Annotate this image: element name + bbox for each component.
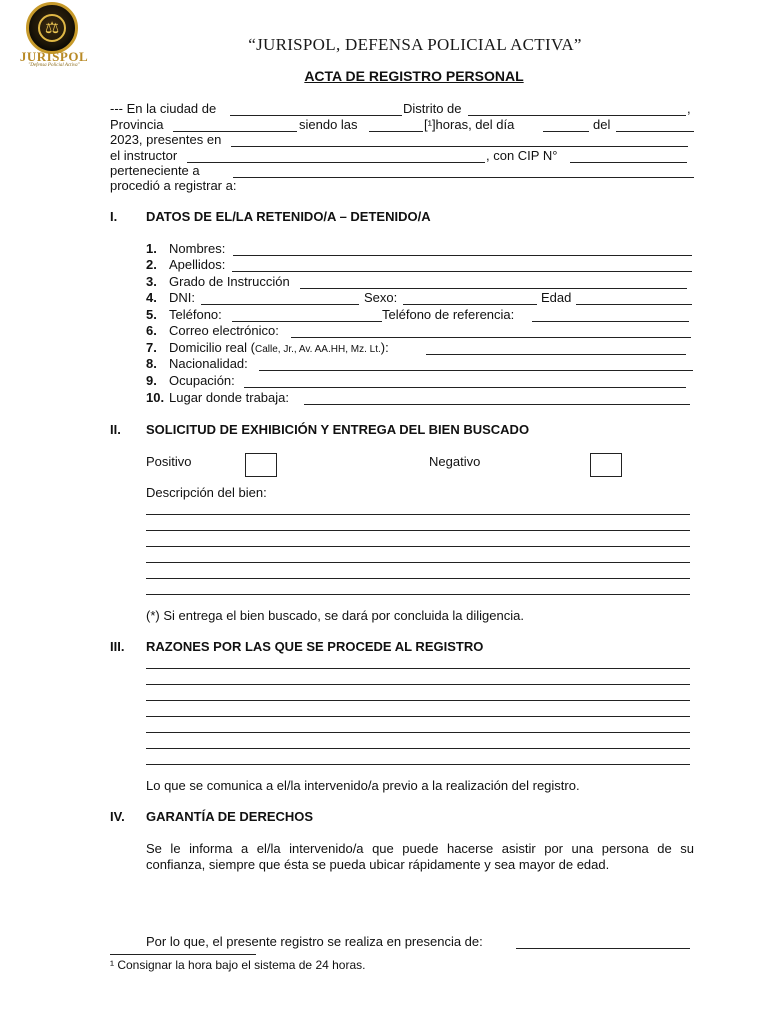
- intro-time-label: siendo las: [299, 117, 358, 132]
- footnote-separator: [110, 954, 256, 955]
- field-label-sexo: Sexo:: [364, 290, 398, 305]
- time-blank[interactable]: [369, 131, 423, 132]
- field-number: 4.: [146, 290, 157, 305]
- lugar-trabajo-blank[interactable]: [304, 404, 690, 405]
- section-4-title: GARANTÍA DE DERECHOS: [146, 809, 314, 824]
- field-number: 9.: [146, 373, 157, 388]
- intro-hours-label: [¹]horas, del día: [424, 117, 515, 132]
- intro-belonging-label: perteneciente a: [110, 163, 200, 178]
- field-number: 1.: [146, 241, 157, 256]
- intro-instructor-label: el instructor: [110, 148, 178, 163]
- field-number: 3.: [146, 274, 157, 289]
- footnote: ¹ Consignar la hora bajo el sistema de 24 horas.: [110, 958, 366, 972]
- intro-province-label: Provincia: [110, 117, 164, 132]
- cip-blank[interactable]: [570, 162, 687, 163]
- field-label-dni: DNI:: [169, 290, 195, 305]
- description-line[interactable]: [146, 546, 690, 547]
- nombres-blank[interactable]: [233, 255, 692, 256]
- field-label-nacionalidad: Nacionalidad:: [169, 356, 248, 371]
- rights-text-line-1: Se le informa a el/la intervenido/a que puede hacerse asistir por una persona de su: [146, 841, 694, 856]
- negative-checkbox[interactable]: [590, 453, 622, 477]
- field-number: 2.: [146, 257, 157, 272]
- intro-proceeded-label: procedió a registrar a:: [110, 178, 237, 193]
- field-number: 5.: [146, 307, 157, 322]
- reason-line[interactable]: [146, 764, 690, 765]
- field-number: 10.: [146, 390, 165, 405]
- section-4-number: IV.: [110, 809, 125, 824]
- document-title: ACTA DE REGISTRO PERSONAL: [304, 68, 524, 84]
- logo-motto-text: "Defensa Policial Activa": [28, 63, 80, 68]
- field-label-telefono: Teléfono:: [169, 307, 222, 322]
- description-line[interactable]: [146, 578, 690, 579]
- reason-line[interactable]: [146, 668, 690, 669]
- place-blank[interactable]: [231, 146, 688, 147]
- section-1-title: DATOS DE EL/LA RETENIDO/A – DETENIDO/A: [146, 209, 431, 224]
- police-emblem-icon: ⚖: [26, 2, 78, 54]
- intro-district-label: Distrito de: [403, 101, 462, 116]
- month-blank[interactable]: [616, 131, 694, 132]
- field-label-lugar-trabajo: Lugar donde trabaja:: [169, 390, 289, 405]
- unit-blank[interactable]: [233, 177, 694, 178]
- domicilio-blank[interactable]: [426, 354, 686, 355]
- description-label: Descripción del bien:: [146, 485, 267, 500]
- reason-line[interactable]: [146, 732, 690, 733]
- telefono-blank[interactable]: [232, 321, 382, 322]
- communication-note: Lo que se comunica a el/la intervenido/a previo a la realización del registro.: [146, 778, 580, 793]
- district-blank[interactable]: [468, 115, 686, 116]
- field-label-edad: Edad: [541, 290, 572, 305]
- reason-line[interactable]: [146, 748, 690, 749]
- field-label-correo: Correo electrónico:: [169, 323, 279, 338]
- intro-cip-label: , con CIP N°: [486, 148, 558, 163]
- ocupacion-blank[interactable]: [244, 387, 686, 388]
- field-label-ocupacion: Ocupación:: [169, 373, 235, 388]
- description-line[interactable]: [146, 562, 690, 563]
- field-number: 6.: [146, 323, 157, 338]
- field-label-grado: Grado de Instrucción: [169, 274, 290, 289]
- field-number: 7.: [146, 340, 157, 355]
- correo-blank[interactable]: [291, 337, 691, 338]
- description-line[interactable]: [146, 530, 690, 531]
- logo-brand-text: JURISPOL: [19, 49, 89, 64]
- section-1-number: I.: [110, 209, 118, 224]
- witness-blank[interactable]: [516, 948, 690, 949]
- edad-blank[interactable]: [576, 304, 692, 305]
- field-number: 8.: [146, 356, 157, 371]
- grado-blank[interactable]: [300, 288, 687, 289]
- description-line[interactable]: [146, 514, 690, 515]
- reason-line[interactable]: [146, 700, 690, 701]
- field-label-apellidos: Apellidos:: [169, 257, 226, 272]
- intro-comma: ,: [687, 101, 691, 116]
- section-3-number: III.: [110, 639, 125, 654]
- domicilio-hint: Calle, Jr., Av. AA.HH, Mz. Lt.: [254, 344, 381, 355]
- description-line[interactable]: [146, 594, 690, 595]
- apellidos-blank[interactable]: [232, 271, 692, 272]
- dni-blank[interactable]: [201, 304, 359, 305]
- intro-present-label: 2023, presentes en: [110, 132, 222, 147]
- day-blank[interactable]: [543, 131, 589, 132]
- intro-city-label: --- En la ciudad de: [110, 101, 217, 116]
- rights-text-line-2: confianza, siempre que ésta se pueda ubicar rápidamente y sea mayor de edad.: [146, 857, 610, 872]
- positive-checkbox[interactable]: [245, 453, 277, 477]
- negative-label: Negativo: [429, 454, 481, 469]
- telefono-ref-blank[interactable]: [532, 321, 689, 322]
- intro-month-label: del: [593, 117, 611, 132]
- reason-line[interactable]: [146, 684, 690, 685]
- field-label-domicilio: [169, 340, 389, 355]
- city-blank[interactable]: [230, 115, 402, 116]
- domicilio-label-text: Domicilio real (: [169, 340, 255, 355]
- closing-text: Por lo que, el presente registro se realiza en presencia de:: [146, 934, 483, 949]
- header-title: “JURISPOL, DEFENSA POLICIAL ACTIVA”: [248, 35, 582, 54]
- sexo-blank[interactable]: [403, 304, 537, 305]
- domicilio-label-end: ):: [380, 340, 389, 355]
- nacionalidad-blank[interactable]: [259, 370, 693, 371]
- delivery-note: (*) Si entrega el bien buscado, se dará por concluida la diligencia.: [146, 608, 524, 623]
- positive-label: Positivo: [146, 454, 192, 469]
- section-2-title: SOLICITUD DE EXHIBICIÓN Y ENTREGA DEL BIEN BUSCADO: [146, 422, 530, 437]
- section-2-number: II.: [110, 422, 121, 437]
- reason-line[interactable]: [146, 716, 690, 717]
- section-3-title: RAZONES POR LAS QUE SE PROCEDE AL REGISTRO: [146, 639, 484, 654]
- field-label-nombres: Nombres:: [169, 241, 226, 256]
- instructor-blank[interactable]: [187, 162, 485, 163]
- field-label-telefono-ref: Teléfono de referencia:: [382, 307, 515, 322]
